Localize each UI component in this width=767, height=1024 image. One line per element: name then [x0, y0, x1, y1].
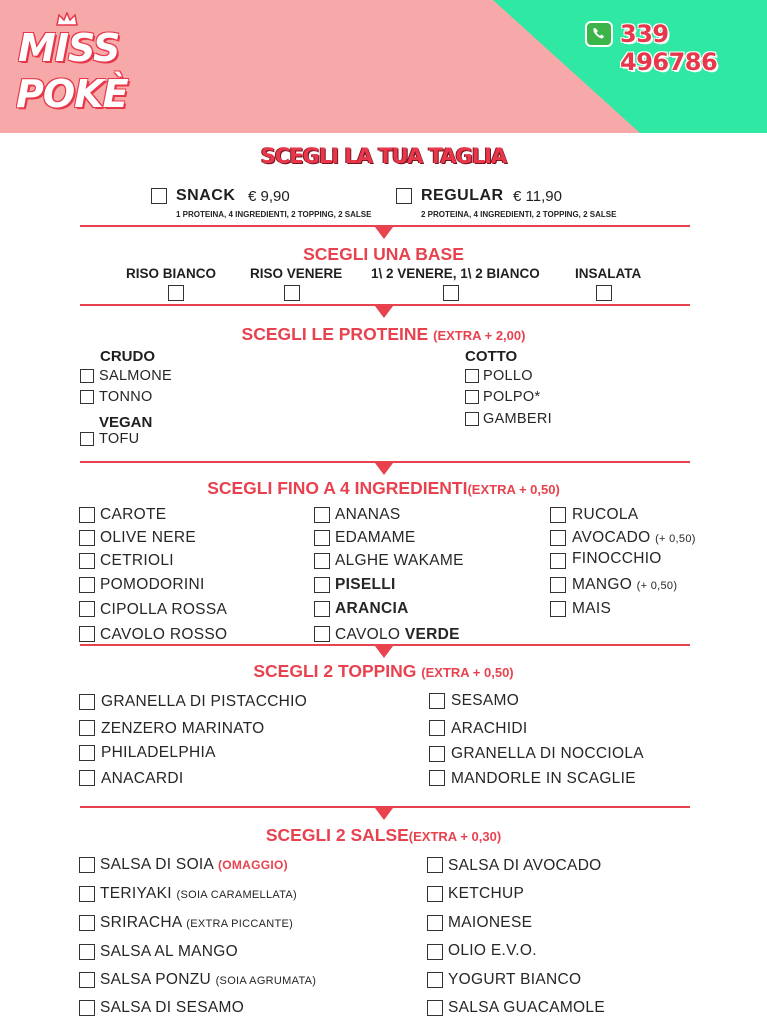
- ingredient-label: MAIS: [572, 600, 612, 617]
- size-snack-name: SNACK: [176, 187, 236, 204]
- sauce-label: OLIO E.V.O.: [448, 942, 537, 959]
- size-regular-price: € 11,90: [513, 188, 562, 205]
- protein-label: POLLO: [483, 368, 533, 384]
- toppings-section-title: SCEGLI 2 TOPPING (EXTRA + 0,50): [253, 661, 514, 681]
- protein-checkbox[interactable]: [80, 390, 94, 404]
- ingredient-checkbox[interactable]: [79, 507, 95, 523]
- base-riso-venere-checkbox[interactable]: [284, 285, 300, 301]
- sauce-checkbox[interactable]: [79, 1000, 95, 1016]
- topping-label: MANDORLE IN SCAGLIE: [451, 770, 636, 787]
- base-mix-checkbox[interactable]: [443, 285, 459, 301]
- ingredient-checkbox[interactable]: [314, 530, 330, 546]
- ingredient-checkbox[interactable]: [79, 553, 95, 569]
- ingredient-label: ARANCIA: [335, 600, 409, 617]
- ingredient-label: OLIVE NERE: [100, 529, 197, 546]
- ingredient-label: MANGO (+ 0,50): [572, 576, 678, 593]
- ingredient-checkbox[interactable]: [550, 553, 566, 569]
- sauce-label: SALSA GUACAMOLE: [448, 999, 605, 1016]
- sauce-checkbox[interactable]: [79, 886, 95, 902]
- ingredient-checkbox[interactable]: [79, 601, 95, 617]
- topping-checkbox[interactable]: [429, 770, 445, 786]
- arrow-down-icon: [375, 646, 393, 658]
- arrow-down-icon: [375, 808, 393, 820]
- sauce-label: SALSA DI AVOCADO: [448, 857, 602, 874]
- ingredient-checkbox[interactable]: [79, 530, 95, 546]
- ingredient-label: CAROTE: [100, 506, 167, 523]
- ingredient-label: POMODORINI: [100, 576, 205, 593]
- base-riso-bianco-checkbox[interactable]: [168, 285, 184, 301]
- sauce-checkbox[interactable]: [427, 857, 443, 873]
- topping-checkbox[interactable]: [79, 720, 95, 736]
- arrow-down-icon: [375, 227, 393, 239]
- ingredient-label: FINOCCHIO: [572, 550, 662, 567]
- ingredient-label: PISELLI: [335, 576, 396, 593]
- logo-poke: POKÈ: [16, 72, 128, 116]
- ingredient-checkbox[interactable]: [79, 626, 95, 642]
- size-regular-desc: 2 PROTEINA, 4 INGREDIENTI, 2 TOPPING, 2 SALSE: [421, 210, 617, 219]
- protein-label: TOFU: [99, 431, 140, 447]
- phone-number[interactable]: 339 496786: [620, 20, 718, 76]
- arrow-down-icon: [375, 463, 393, 475]
- topping-label: GRANELLA DI PISTACCHIO: [101, 693, 308, 710]
- base-label: INSALATA: [575, 266, 642, 281]
- topping-checkbox[interactable]: [79, 745, 95, 761]
- protein-checkbox[interactable]: [80, 369, 94, 383]
- ingredient-checkbox[interactable]: [314, 601, 330, 617]
- ingredient-checkbox[interactable]: [550, 507, 566, 523]
- sauce-label: SALSA DI SESAMO: [100, 999, 245, 1016]
- topping-checkbox[interactable]: [79, 770, 95, 786]
- proteins-section-title: SCEGLI LE PROTEINE (EXTRA + 2,00): [241, 324, 526, 344]
- protein-label: SALMONE: [99, 368, 173, 384]
- topping-label: ANACARDI: [101, 770, 184, 787]
- sauce-label: SALSA DI SOIA (OMAGGIO): [100, 856, 288, 873]
- base-label: RISO BIANCO: [126, 266, 217, 281]
- ingredient-label: CAVOLO ROSSO: [100, 626, 228, 643]
- ingredient-checkbox[interactable]: [550, 601, 566, 617]
- ingredient-label: AVOCADO (+ 0,50): [572, 529, 696, 546]
- sauce-label: SALSA PONZU (SOIA AGRUMATA): [100, 971, 317, 988]
- ingredient-checkbox[interactable]: [79, 577, 95, 593]
- protein-label: TONNO: [99, 389, 153, 405]
- topping-label: ZENZERO MARINATO: [101, 720, 265, 737]
- topping-checkbox[interactable]: [79, 694, 95, 710]
- base-label: 1\ 2 VENERE, 1\ 2 BIANCO: [371, 266, 540, 281]
- page-title: SCEGLI LA TUA TAGLIA: [260, 144, 507, 168]
- protein-label: POLPO*: [483, 389, 541, 405]
- size-regular-name: REGULAR: [421, 187, 504, 204]
- ingredient-label: RUCOLA: [572, 506, 639, 523]
- ingredient-checkbox[interactable]: [314, 553, 330, 569]
- phone-icon: [585, 21, 613, 47]
- ingredients-section-title: SCEGLI FINO A 4 INGREDIENTI(EXTRA + 0,50): [207, 478, 560, 498]
- logo-miss: MISS: [18, 26, 120, 70]
- topping-label: SESAMO: [451, 692, 520, 709]
- sauce-label: KETCHUP: [448, 885, 525, 902]
- topping-label: GRANELLA DI NOCCIOLA: [451, 745, 644, 762]
- sauce-checkbox[interactable]: [79, 972, 95, 988]
- base-insalata-checkbox[interactable]: [596, 285, 612, 301]
- topping-checkbox[interactable]: [429, 720, 445, 736]
- sauce-checkbox[interactable]: [427, 944, 443, 960]
- sauce-label: YOGURT BIANCO: [448, 971, 582, 988]
- sauce-label: TERIYAKI (SOIA CARAMELLATA): [100, 885, 298, 902]
- crown-icon: [56, 12, 78, 26]
- sauce-label: SALSA AL MANGO: [100, 943, 239, 960]
- ingredient-checkbox[interactable]: [314, 507, 330, 523]
- topping-checkbox[interactable]: [429, 693, 445, 709]
- topping-label: PHILADELPHIA: [101, 744, 216, 761]
- ingredient-label: CAVOLO VERDE: [335, 626, 460, 643]
- ingredient-label: CETRIOLI: [100, 552, 174, 569]
- cotto-heading: COTTO: [465, 348, 518, 365]
- sauce-label: MAIONESE: [448, 914, 533, 931]
- protein-checkbox[interactable]: [465, 369, 479, 383]
- ingredient-checkbox[interactable]: [314, 626, 330, 642]
- topping-checkbox[interactable]: [429, 746, 445, 762]
- topping-label: ARACHIDI: [451, 720, 528, 737]
- sauce-checkbox[interactable]: [427, 886, 443, 902]
- sauces-section-title: SCEGLI 2 SALSE(EXTRA + 0,30): [265, 825, 502, 845]
- size-snack-checkbox[interactable]: [151, 188, 167, 204]
- sauce-checkbox[interactable]: [79, 944, 95, 960]
- protein-checkbox[interactable]: [465, 412, 479, 426]
- size-snack-price: € 9,90: [248, 188, 290, 205]
- arrow-down-icon: [375, 306, 393, 318]
- protein-checkbox[interactable]: [465, 390, 479, 404]
- ingredient-label: EDAMAME: [335, 529, 416, 546]
- ingredient-checkbox[interactable]: [550, 577, 566, 593]
- sauce-checkbox[interactable]: [427, 1000, 443, 1016]
- ingredient-label: CIPOLLA ROSSA: [100, 601, 228, 618]
- sauce-checkbox[interactable]: [79, 857, 95, 873]
- ingredient-checkbox[interactable]: [550, 530, 566, 546]
- ingredient-checkbox[interactable]: [314, 577, 330, 593]
- size-regular-checkbox[interactable]: [396, 188, 412, 204]
- crudo-heading: CRUDO: [100, 348, 155, 365]
- sauce-checkbox[interactable]: [427, 915, 443, 931]
- size-snack-desc: 1 PROTEINA, 4 INGREDIENTI, 2 TOPPING, 2 SALSE: [176, 210, 372, 219]
- ingredient-label: ANANAS: [335, 506, 401, 523]
- base-label: RISO VENERE: [250, 266, 343, 281]
- ingredient-label: ALGHE WAKAME: [335, 552, 464, 569]
- vegan-heading: VEGAN: [99, 414, 153, 431]
- protein-label: GAMBERI: [483, 411, 552, 427]
- base-section-title: SCEGLI UNA BASE: [303, 244, 464, 264]
- sauce-label: SRIRACHA (EXTRA PICCANTE): [100, 914, 294, 931]
- sauce-checkbox[interactable]: [79, 915, 95, 931]
- sauce-checkbox[interactable]: [427, 972, 443, 988]
- protein-checkbox[interactable]: [80, 432, 94, 446]
